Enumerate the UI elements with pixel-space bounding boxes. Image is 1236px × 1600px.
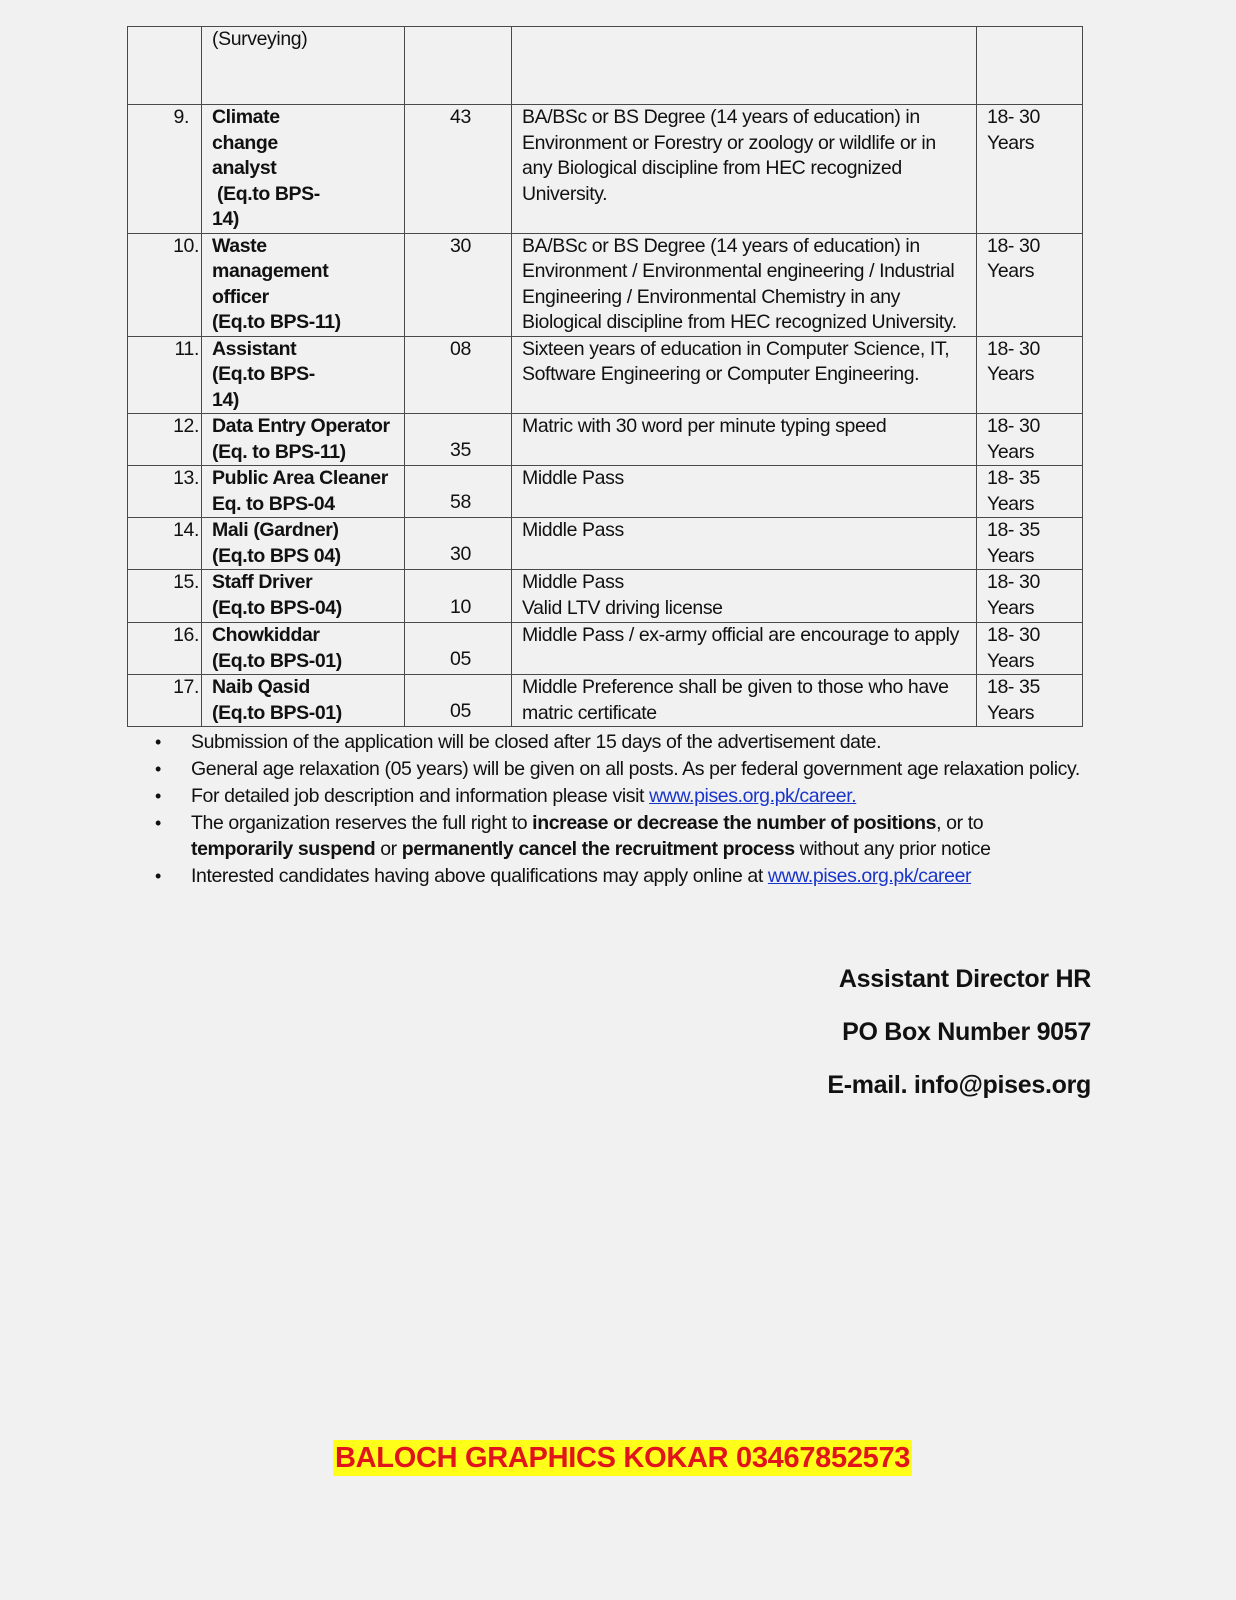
age-range: 18- 35	[987, 676, 1040, 698]
post-name-line: (Eq.to BPS 04)	[212, 544, 341, 567]
serial-number-cell: 11.	[128, 336, 202, 414]
serial-number-cell: 9.	[128, 105, 202, 234]
list-item	[155, 864, 1085, 890]
jobs-table-body	[128, 27, 1083, 727]
serial-number-cell: 16.	[128, 623, 202, 675]
notes-list	[155, 730, 1085, 891]
table-row	[128, 518, 1083, 570]
post-count-cell	[405, 518, 512, 570]
post-count-cell	[405, 233, 512, 336]
signatory-title: Assistant Director HR	[838, 965, 1091, 993]
post-name-line: (Eq.to BPS-	[212, 182, 320, 205]
bullet-icon: •	[155, 813, 161, 833]
post-name-line: Data Entry Operator	[212, 415, 390, 437]
post-name-line: (Eq.to BPS-	[212, 363, 315, 385]
qualification-cell: Middle Pass	[512, 518, 977, 570]
age-unit: Years	[987, 544, 1035, 567]
table-row	[128, 675, 1083, 727]
post-count: 30	[450, 234, 471, 257]
po-box: PO Box Number 9057	[842, 1018, 1091, 1046]
serial-number-cell: 13.	[128, 466, 202, 518]
post-count-cell	[405, 623, 512, 675]
signature-block	[827, 965, 1091, 1124]
age-unit: Years	[987, 363, 1035, 385]
age-unit: Years	[987, 701, 1035, 724]
post-name-line: change	[212, 131, 278, 154]
age-range: 18- 30	[987, 571, 1040, 593]
note-emphasis: increase or decrease the number of positions	[532, 812, 937, 834]
post-name-line: Public Area Cleaner	[212, 467, 388, 489]
post-name-cell	[202, 27, 405, 105]
note-text: For detailed job description and information please visit	[191, 785, 650, 807]
qualification-cell: BA/BSc or BS Degree (14 years of education) in Environment / Environmental engineering / Industrial Engineering / Environmental Chemistry in any Biological discipline from HEC recognized University.	[512, 233, 977, 336]
qualification-cell: Middle Pass / ex-army official are encourage to apply	[512, 623, 977, 675]
serial-number-cell: 17.	[128, 675, 202, 727]
age-unit: Years	[987, 260, 1035, 282]
post-count: 35	[450, 438, 471, 461]
post-name-line: Waste	[212, 234, 267, 257]
qualification-cell: BA/BSc or BS Degree (14 years of education) in Environment or Forestry or zoology or wildlife or in any Biological discipline from HEC recognized University.	[512, 105, 977, 234]
post-count-cell	[405, 414, 512, 466]
qualification-cell	[512, 27, 977, 105]
post-name-cell	[202, 414, 405, 466]
post-name-line: (Eq.to BPS-01)	[212, 649, 342, 672]
note-text: The organization reserves the full right to	[191, 812, 533, 834]
post-name-line: Climate	[212, 106, 280, 128]
age-limit-cell	[977, 27, 1083, 105]
jobs-table	[127, 26, 1083, 727]
table-row	[128, 570, 1083, 623]
list-item	[155, 730, 1085, 756]
qualification-cell: Sixteen years of education in Computer Science, IT, Software Engineering or Computer Engineering.	[512, 336, 977, 414]
age-unit: Years	[987, 596, 1035, 619]
post-count: 08	[450, 337, 471, 360]
qualification-cell: Matric with 30 word per minute typing speed	[512, 414, 977, 466]
post-name-cell	[202, 105, 405, 234]
post-name-line: Naib Qasid	[212, 676, 310, 698]
post-name-line: Assistant	[212, 337, 297, 360]
post-count: 05	[450, 699, 471, 722]
table-row	[128, 233, 1083, 336]
age-limit-cell	[977, 518, 1083, 570]
career-page-link[interactable]: www.pises.org.pk/career.	[649, 785, 857, 807]
bullet-icon: •	[155, 732, 161, 752]
bullet-icon: •	[155, 865, 161, 886]
list-item	[155, 757, 1085, 783]
age-unit: Years	[987, 492, 1035, 515]
post-name-cell	[202, 518, 405, 570]
qualification-cell: Middle Preference shall be given to those who have matric certificate	[512, 675, 977, 727]
post-count: 58	[450, 490, 471, 513]
post-name-cell	[202, 675, 405, 727]
list-item	[155, 784, 1085, 810]
post-name-line: Mali (Gardner)	[212, 519, 339, 541]
post-name-line: 14)	[212, 208, 239, 230]
age-limit-cell	[977, 105, 1083, 234]
serial-number-cell	[128, 27, 202, 105]
age-range: 18- 30	[987, 624, 1040, 646]
age-limit-cell	[977, 623, 1083, 675]
age-limit-cell	[977, 675, 1083, 727]
post-name-line: 14)	[212, 388, 239, 411]
contact-email: E-mail. info@pises.org	[827, 1071, 1091, 1099]
age-unit: Years	[987, 131, 1035, 154]
post-name-cell	[202, 623, 405, 675]
post-name-line: (Eq. to BPS-11)	[212, 440, 346, 463]
age-limit-cell	[977, 336, 1083, 414]
bullet-icon: •	[155, 786, 161, 806]
qualification-cell: Middle Pass Valid LTV driving license	[512, 570, 977, 623]
bullet-icon: •	[155, 759, 161, 779]
post-count: 30	[450, 542, 471, 565]
note-emphasis: permanently cancel the recruitment process	[401, 837, 795, 860]
age-unit: Years	[987, 440, 1035, 463]
age-range: 18- 30	[987, 106, 1040, 128]
post-count-cell	[405, 105, 512, 234]
note-text: General age relaxation (05 years) will be given on all posts. As per federal government age relaxation policy.	[191, 758, 1080, 780]
post-name-line: analyst	[212, 157, 277, 179]
serial-number-cell: 12.	[128, 414, 202, 466]
post-name-line: management	[212, 260, 329, 282]
post-count-cell	[405, 336, 512, 414]
age-range: 18- 35	[987, 467, 1040, 489]
post-count: 10	[450, 595, 471, 618]
apply-online-link[interactable]: www.pises.org.pk/career	[767, 864, 972, 887]
age-range: 18- 30	[987, 234, 1040, 257]
post-count: 43	[450, 106, 471, 128]
post-name-line: Chowkiddar	[212, 624, 320, 646]
age-limit-cell	[977, 233, 1083, 336]
table-row	[128, 336, 1083, 414]
post-name-cell	[202, 466, 405, 518]
note-text: or	[375, 837, 402, 860]
table-row	[128, 105, 1083, 234]
table-row	[128, 623, 1083, 675]
note-text: , or to	[936, 812, 984, 834]
list-item	[155, 811, 1085, 862]
note-emphasis: temporarily suspend	[191, 837, 376, 860]
serial-number-cell: 15.	[128, 570, 202, 623]
serial-number-cell: 14.	[128, 518, 202, 570]
post-name-line: (Eq.to BPS-01)	[212, 701, 342, 724]
age-range: 18- 30	[987, 415, 1040, 437]
age-range: 18- 35	[987, 519, 1040, 541]
footer-watermark: BALOCH GRAPHICS KOKAR 03467852573	[335, 1442, 911, 1474]
table-row	[128, 414, 1083, 466]
age-limit-cell	[977, 466, 1083, 518]
age-range: 18- 30	[987, 337, 1040, 360]
post-name-line: (Eq.to BPS-11)	[212, 311, 341, 333]
post-count: 05	[450, 647, 471, 670]
age-limit-cell	[977, 414, 1083, 466]
post-name-cell	[202, 336, 405, 414]
note-text: without any prior notice	[794, 837, 991, 860]
post-name-line: officer	[212, 285, 269, 308]
post-count-cell	[405, 675, 512, 727]
post-name-cell	[202, 570, 405, 623]
post-count-cell	[405, 570, 512, 623]
qualification-cell: Middle Pass	[512, 466, 977, 518]
age-limit-cell	[977, 570, 1083, 623]
post-name-line: (Eq.to BPS-04)	[212, 596, 342, 619]
post-count-cell	[405, 27, 512, 105]
post-name-line: Staff Driver	[212, 571, 313, 593]
table-row	[128, 466, 1083, 518]
post-name-line: (Surveying)	[212, 28, 308, 50]
post-name-line: Eq. to BPS-04	[212, 492, 335, 515]
note-text: Interested candidates having above qualifications may apply online at	[191, 864, 768, 887]
table-row	[128, 27, 1083, 105]
serial-number-cell: 10.	[128, 233, 202, 336]
post-name-cell	[202, 233, 405, 336]
age-unit: Years	[987, 649, 1035, 672]
post-count-cell	[405, 466, 512, 518]
note-text: Submission of the application will be closed after 15 days of the advertisement date.	[191, 731, 882, 753]
